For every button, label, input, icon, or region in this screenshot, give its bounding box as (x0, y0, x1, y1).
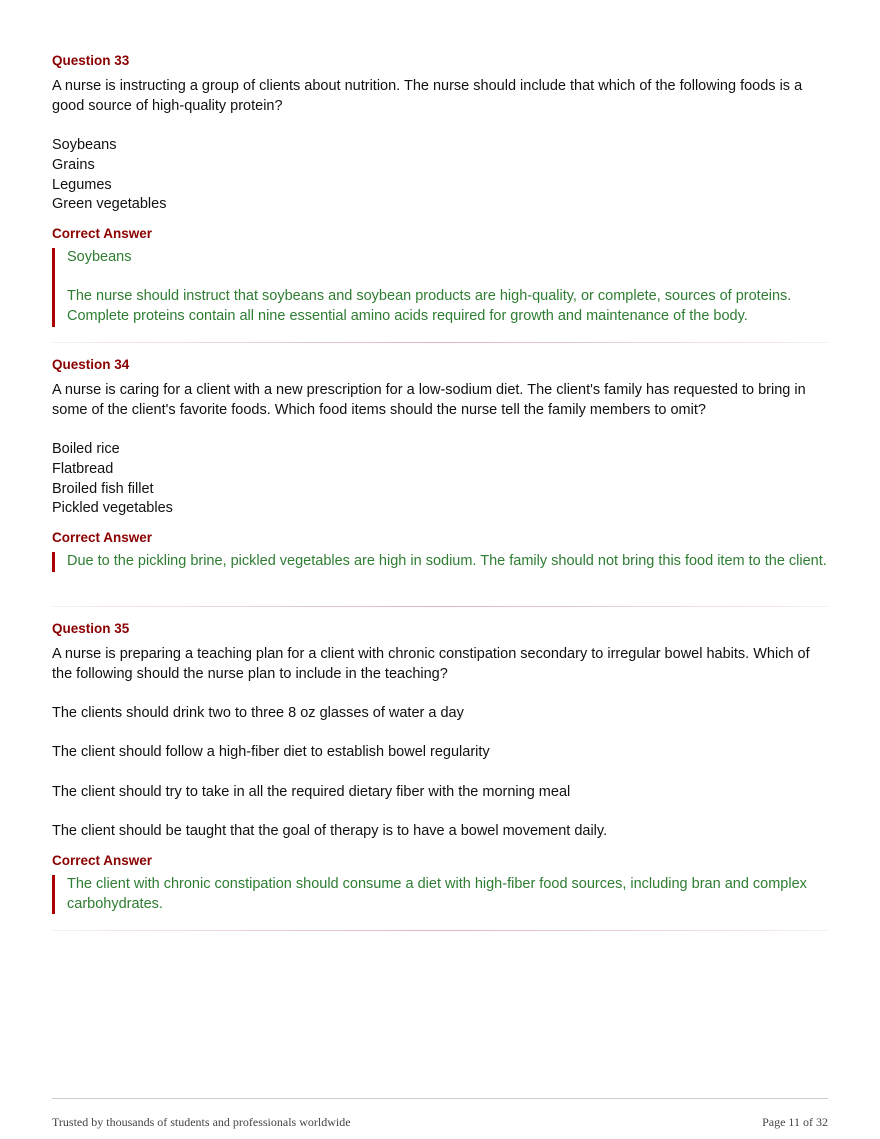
answer-rationale: The client with chronic constipation should consume a diet with high-fiber food sources, including bran and complex carbohydrates. (67, 875, 807, 912)
question-33 (52, 52, 828, 327)
page-number: Page 11 of 32 (762, 1115, 828, 1129)
options-list (52, 136, 828, 215)
correct-answer-label: Correct Answer (52, 529, 153, 545)
question-title: Question 35 (52, 621, 130, 636)
answer-rationale: Due to the pickling brine, pickled vegetables are high in sodium. The family should not bring this food item to the client. (67, 552, 827, 569)
divider (52, 342, 828, 343)
options-list (52, 440, 828, 519)
answer-block (52, 248, 828, 327)
correct-answer-label: Correct Answer (52, 225, 153, 241)
option: Legumes (52, 176, 112, 193)
option: Boiled rice (52, 441, 120, 458)
question-text: A nurse is preparing a teaching plan for a client with chronic constipation secondary to irregular bowel habits. Which of the following should the nurse plan to include in the teaching? (52, 646, 810, 682)
question-35 (52, 620, 828, 914)
option: Grains (52, 156, 95, 173)
divider (52, 606, 828, 607)
question-title: Question 33 (52, 53, 130, 68)
option: Green vegetables (52, 196, 167, 213)
question-text: A nurse is caring for a client with a new prescription for a low-sodium diet. The client's family has requested to bring in some of the client's favorite foods. Which food items should the nurse tell the family members to omit? (52, 382, 806, 418)
option: The clients should drink two to three 8 oz glasses of water a day (52, 705, 464, 722)
answer-block (52, 875, 828, 914)
answer-block (52, 552, 828, 572)
correct-answer-label: Correct Answer (52, 852, 153, 868)
footer-divider (52, 1098, 828, 1099)
option: Broiled fish fillet (52, 480, 154, 497)
options-list (52, 704, 828, 842)
option: The client should follow a high-fiber diet to establish bowel regularity (52, 744, 490, 761)
option: Soybeans (52, 137, 117, 154)
footer-tagline: Trusted by thousands of students and professionals worldwide (52, 1115, 351, 1129)
option: Flatbread (52, 460, 114, 477)
option: The client should try to take in all the required dietary fiber with the morning meal (52, 783, 571, 800)
divider (52, 930, 828, 931)
question-title: Question 34 (52, 357, 130, 372)
option: The client should be taught that the goal of therapy is to have a bowel movement daily. (52, 823, 608, 840)
answer-rationale: The nurse should instruct that soybeans and soybean products are high-quality, or complete, sources of proteins. Complete proteins contain all nine essential amino acids required for growth and maintenance of the body. (67, 288, 792, 324)
question-text: A nurse is instructing a group of clients about nutrition. The nurse should include that which of the following foods is a good source of high-quality protein? (52, 78, 803, 114)
question-34 (52, 356, 828, 572)
answer-choice: Soybeans (67, 248, 132, 265)
option: Pickled vegetables (52, 500, 173, 517)
